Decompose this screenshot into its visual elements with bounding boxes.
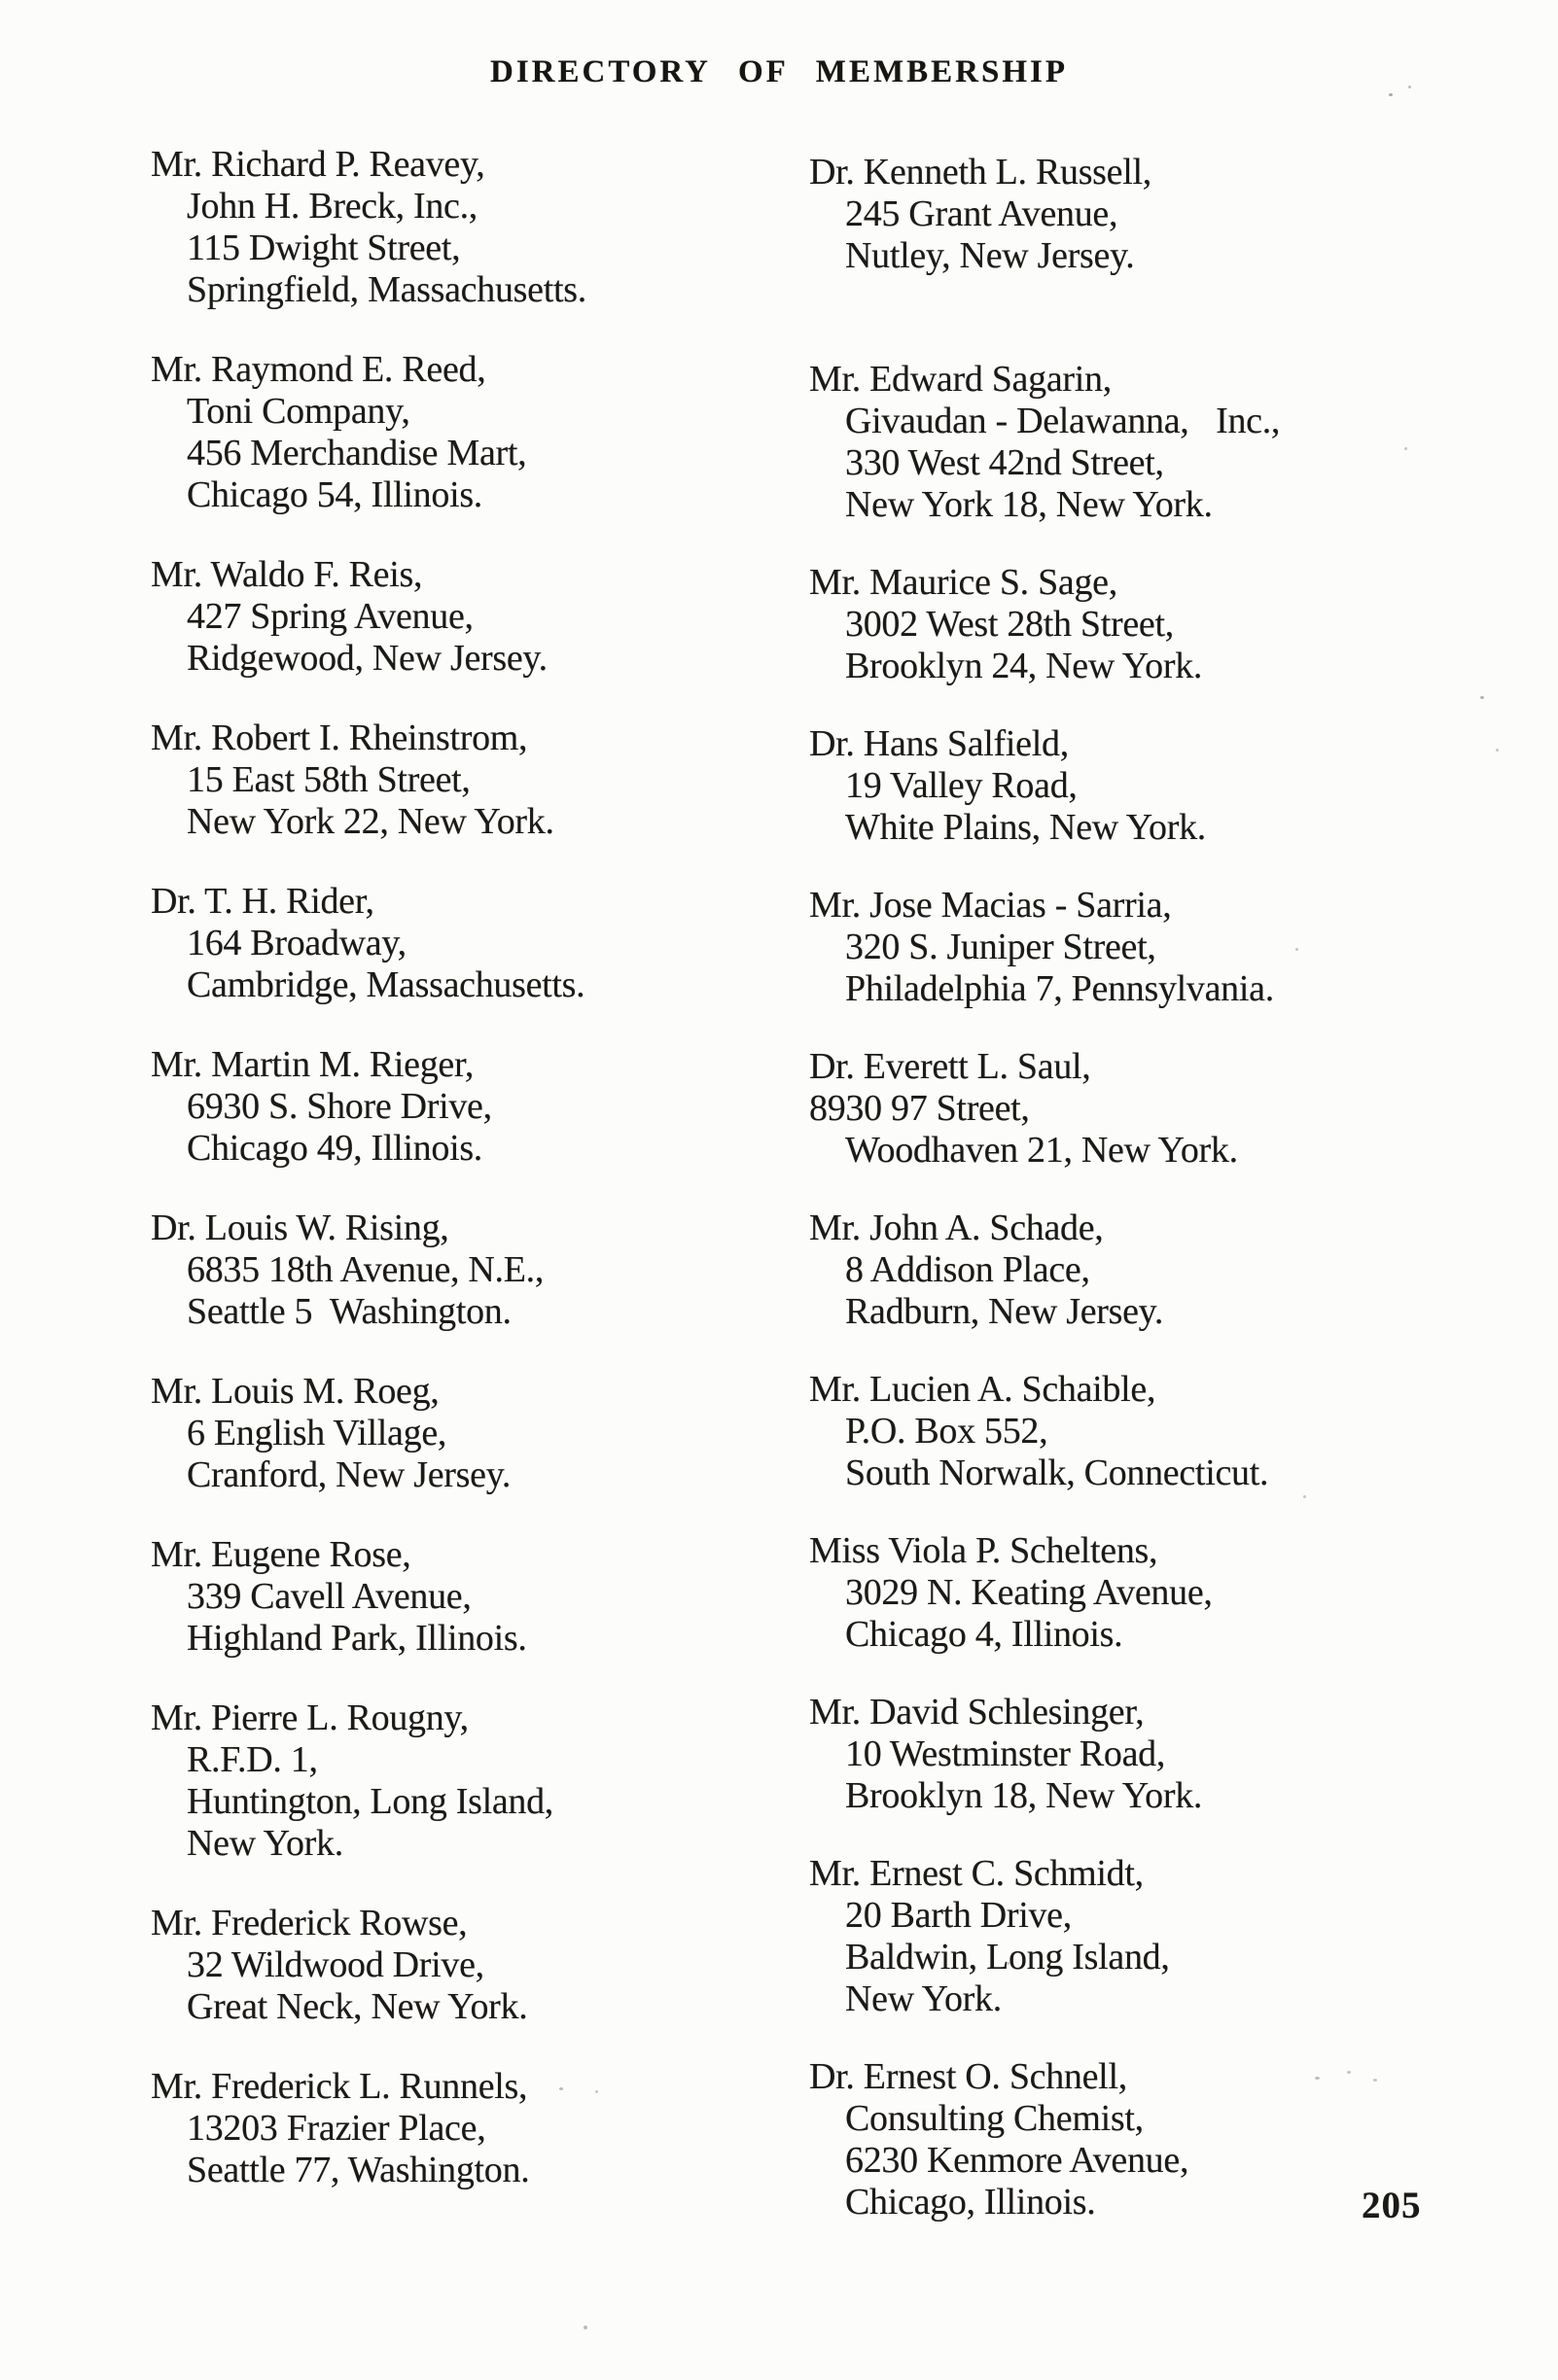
member-name: Mr. Martin M. Rieger, — [151, 1044, 475, 1085]
member-address-line: 339 Cavell Avenue, — [187, 1576, 472, 1617]
page-title: DIRECTORY OF MEMBERSHIP — [490, 54, 1068, 89]
member-address-line: 8 Addison Place, — [845, 1249, 1090, 1290]
directory-column-right — [809, 152, 1412, 2223]
member-name: Mr. Edward Sagarin, — [809, 359, 1112, 400]
member-address-line: 330 West 42nd Street, — [845, 442, 1164, 483]
member-name: Mr. David Schlesinger, — [809, 1692, 1145, 1732]
member-address-line: White Plains, New York. — [845, 807, 1206, 848]
scan-speck — [584, 2326, 587, 2329]
member-address-line: 6230 Kenmore Avenue, — [845, 2140, 1189, 2181]
member-address-line: 427 Spring Avenue, — [187, 596, 474, 637]
member-address-line: New York. — [187, 1823, 343, 1864]
scan-speck — [1373, 2079, 1377, 2082]
member-name: Dr. T. H. Rider, — [151, 881, 374, 922]
member-name: Mr. Lucien A. Schaible, — [809, 1369, 1156, 1410]
member-address-line: Nutley, New Jersey. — [845, 235, 1135, 276]
directory-entry — [809, 885, 1412, 1010]
member-address-line: John H. Breck, Inc., — [187, 186, 478, 227]
directory-entry — [151, 2066, 754, 2191]
member-address-line: Chicago 54, Illinois. — [187, 474, 483, 515]
member-name: Mr. Richard P. Reavey, — [151, 144, 485, 185]
member-address-line: New York. — [845, 1978, 1002, 2019]
member-address-line: New York 22, New York. — [187, 801, 554, 842]
directory-entry — [151, 1698, 754, 1865]
directory-entry — [809, 152, 1412, 277]
scan-speck — [1007, 1962, 1009, 1965]
member-address-line: Woodhaven 21, New York. — [845, 1130, 1238, 1171]
directory-entry — [151, 144, 754, 311]
member-name: Mr. Maurice S. Sage, — [809, 562, 1117, 603]
directory-entry — [809, 1853, 1412, 2020]
member-address-line: 6930 S. Shore Drive, — [187, 1086, 492, 1127]
member-name: Mr. Frederick L. Runnels, — [151, 2066, 528, 2107]
member-name: Mr. Frederick Rowse, — [151, 1903, 468, 1943]
member-name: Dr. Kenneth L. Russell, — [809, 152, 1151, 192]
member-address-line: Great Neck, New York. — [187, 1986, 528, 2027]
member-address-line: Consulting Chemist, — [845, 2098, 1144, 2139]
member-address-line: 3029 N. Keating Avenue, — [845, 1572, 1213, 1613]
directory-entry — [809, 2056, 1412, 2223]
scan-speck — [559, 2087, 563, 2090]
scan-speck — [1315, 2077, 1320, 2080]
directory-entry — [151, 1208, 754, 1333]
member-address-line: Cambridge, Massachusetts. — [187, 964, 585, 1005]
member-address-line: 456 Merchandise Mart, — [187, 433, 527, 473]
member-address-line: Springfield, Massachusetts. — [187, 269, 586, 310]
directory-entry — [809, 1369, 1412, 1494]
directory-entry — [151, 881, 754, 1006]
member-address-line: 245 Grant Avenue, — [845, 193, 1118, 234]
directory-entry — [809, 723, 1412, 849]
member-address-line: Seattle 5 Washington. — [187, 1291, 512, 1332]
member-name: Dr. Ernest O. Schnell, — [809, 2056, 1127, 2097]
directory-entry — [809, 1692, 1412, 1817]
scan-speck — [1295, 948, 1298, 951]
member-address-line: South Norwalk, Connecticut. — [845, 1452, 1269, 1493]
member-address-line: 320 S. Juniper Street, — [845, 927, 1156, 967]
member-address-line: Toni Company, — [187, 391, 410, 432]
directory-entry — [809, 562, 1412, 687]
directory-entry — [809, 359, 1412, 526]
member-address-line: Philadelphia 7, Pennsylvania. — [845, 968, 1274, 1009]
member-address-line: Huntington, Long Island, — [187, 1781, 553, 1822]
page-number: 205 — [1362, 2185, 1422, 2226]
member-name: Dr. Everett L. Saul, — [809, 1046, 1091, 1087]
directory-entry — [151, 554, 754, 680]
scan-speck — [1347, 2071, 1351, 2074]
scan-speck — [1404, 447, 1407, 450]
directory-entry — [151, 718, 754, 843]
member-address-line: Cranford, New Jersey. — [187, 1454, 512, 1495]
member-name: Mr. Louis M. Roeg, — [151, 1371, 440, 1412]
member-address-line: Seattle 77, Washington. — [187, 2150, 530, 2190]
member-name: Mr. Eugene Rose, — [151, 1534, 411, 1575]
member-address-line: 8930 97 Street, — [809, 1088, 1030, 1129]
member-address-line: 6 English Village, — [187, 1413, 447, 1453]
member-address-line: 20 Barth Drive, — [845, 1895, 1072, 1936]
scan-speck — [1408, 86, 1411, 88]
directory-entry — [151, 1044, 754, 1170]
scan-speck — [1496, 749, 1499, 752]
member-name: Miss Viola P. Scheltens, — [809, 1530, 1158, 1571]
directory-entry — [151, 349, 754, 516]
directory-entry — [151, 1534, 754, 1660]
directory-entry — [809, 1530, 1412, 1656]
member-address-line: 19 Valley Road, — [845, 765, 1078, 806]
member-address-line: Highland Park, Illinois. — [187, 1618, 527, 1659]
scan-speck — [1303, 1495, 1306, 1498]
member-address-line: 13203 Frazier Place, — [187, 2108, 486, 2149]
member-name: Dr. Hans Salfield, — [809, 723, 1069, 764]
member-address-line: 115 Dwight Street, — [187, 228, 461, 268]
member-address-line: 164 Broadway, — [187, 923, 407, 963]
member-address-line: 6835 18th Avenue, N.E., — [187, 1249, 545, 1290]
member-address-line: Givaudan - Delawanna, Inc., — [845, 401, 1281, 441]
member-name: Mr. Waldo F. Reis, — [151, 554, 423, 595]
member-address-line: R.F.D. 1, — [187, 1739, 318, 1780]
member-name: Dr. Louis W. Rising, — [151, 1208, 449, 1248]
member-address-line: Baldwin, Long Island, — [845, 1937, 1170, 1978]
member-address-line: Chicago, Illinois. — [845, 2182, 1096, 2222]
directory-column-left — [151, 144, 754, 2191]
member-address-line: Chicago 4, Illinois. — [845, 1614, 1123, 1655]
member-name: Mr. Jose Macias - Sarria, — [809, 885, 1172, 926]
scan-speck — [1480, 696, 1484, 699]
member-name: Mr. Ernest C. Schmidt, — [809, 1853, 1144, 1894]
directory-entry — [151, 1903, 754, 2028]
member-address-line: 32 Wildwood Drive, — [187, 1944, 484, 1985]
directory-entry — [809, 1208, 1412, 1333]
member-address-line: 10 Westminster Road, — [845, 1733, 1166, 1774]
member-address-line: 3002 West 28th Street, — [845, 604, 1174, 645]
member-address-line: P.O. Box 552, — [845, 1411, 1048, 1452]
member-address-line: New York 18, New York. — [845, 484, 1213, 525]
member-name: Mr. Pierre L. Rougny, — [151, 1698, 469, 1738]
scan-speck — [1389, 93, 1393, 96]
member-address-line: Radburn, New Jersey. — [845, 1291, 1164, 1332]
member-address-line: Brooklyn 24, New York. — [845, 646, 1203, 686]
member-address-line: Brooklyn 18, New York. — [845, 1775, 1203, 1816]
member-name: Mr. John A. Schade, — [809, 1208, 1104, 1248]
member-address-line: Chicago 49, Illinois. — [187, 1128, 483, 1169]
member-address-line: 15 East 58th Street, — [187, 759, 471, 800]
scan-speck — [595, 2090, 598, 2093]
directory-entry — [809, 1046, 1412, 1172]
member-name: Mr. Robert I. Rheinstrom, — [151, 718, 528, 758]
member-name: Mr. Raymond E. Reed, — [151, 349, 486, 390]
member-address-line: Ridgewood, New Jersey. — [187, 638, 548, 679]
directory-entry — [151, 1371, 754, 1496]
